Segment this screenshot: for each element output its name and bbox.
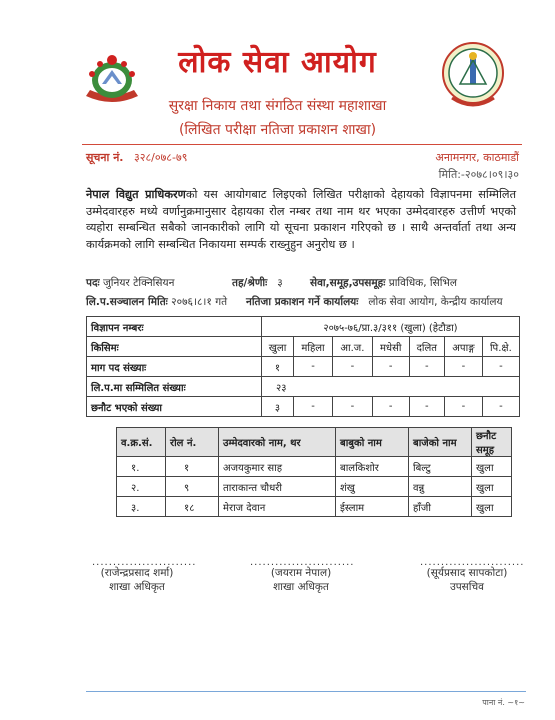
- category-cell: पि.क्षे.: [482, 337, 519, 357]
- selected-cell: -: [482, 397, 519, 417]
- signatory-role: उपसचिव: [449, 581, 485, 593]
- organization-name: नेपाल विद्युत प्राधिकरण: [86, 188, 186, 201]
- header-serial: व.क्र.सं.: [117, 428, 166, 457]
- grandfather-cell: हाँजी: [409, 497, 472, 517]
- table-row: [117, 477, 512, 497]
- service-label: सेवा,समूह,उपसमूहः: [310, 277, 386, 289]
- office-info: [246, 295, 503, 309]
- header-group: छनौट समूह: [472, 428, 512, 457]
- applicants-label: लि.प.मा सम्मिलित संख्याः: [87, 377, 262, 397]
- notice-number-label: सूचना नं.: [86, 151, 124, 164]
- roll-cell: ९: [166, 477, 219, 497]
- notice-paragraph: [86, 187, 516, 253]
- notice-number: [86, 150, 187, 165]
- service-info: [310, 276, 457, 290]
- section-name: (लिखित परीक्षा नतिजा प्रकाशन शाखा): [178, 122, 377, 138]
- demand-cell: १: [262, 357, 294, 377]
- level-info: [232, 276, 283, 290]
- demand-cell: -: [409, 357, 444, 377]
- demand-label: माग पद संख्याः: [87, 357, 262, 377]
- page-number: पाना नं. ~१~: [482, 698, 525, 707]
- applicants-value: २३: [262, 377, 520, 397]
- level-value: ३: [277, 277, 283, 289]
- service-value: प्राविधिक, सिभिल: [388, 277, 457, 289]
- selected-cell: -: [409, 397, 444, 417]
- serial-cell: ३.: [117, 497, 166, 517]
- table-header-row: [117, 428, 512, 457]
- level-label: तह/श्रेणीः: [232, 277, 268, 289]
- table-row: [117, 497, 512, 517]
- group-cell: खुला: [472, 497, 512, 517]
- header-father: बाबुको नाम: [336, 428, 409, 457]
- candidate-cell: ताराकान्त चौधरी: [219, 477, 336, 497]
- category-cell: आ.ज.: [332, 337, 372, 357]
- serial-cell: २.: [117, 477, 166, 497]
- header-grandfather: बाजेको नाम: [409, 428, 472, 457]
- signatory-role: शाखा अधिकृत: [109, 581, 165, 593]
- category-cell: महिला: [294, 337, 333, 357]
- grandfather-cell: वन्नु: [409, 477, 472, 497]
- exam-date-value: २०७६।८।१ गते: [171, 296, 228, 308]
- roll-cell: १: [166, 457, 219, 477]
- signature-line: .........................: [250, 557, 355, 568]
- serial-cell: १.: [117, 457, 166, 477]
- category-label: किसिमः: [87, 337, 262, 357]
- notice-date: मिति:-२०७८।०९।३०: [438, 168, 519, 181]
- category-cell: अपाङ्ग: [445, 337, 483, 357]
- demand-cell: -: [372, 357, 409, 377]
- signature-line: .........................: [420, 557, 525, 568]
- exam-date-label: लि.प.सञ्चालन मितिः: [86, 296, 168, 308]
- category-cell: मधेसी: [372, 337, 409, 357]
- table-row: [87, 397, 520, 417]
- group-cell: खुला: [472, 457, 512, 477]
- exam-date-info: [86, 295, 227, 309]
- header-divider: [82, 144, 522, 145]
- demand-cell: -: [332, 357, 372, 377]
- adv-label: विज्ञापन नम्बरः: [87, 317, 262, 337]
- signatory-name: (जयराम नेपाल): [270, 567, 332, 579]
- results-table: [116, 427, 512, 517]
- signatory-role: शाखा अधिकृत: [273, 581, 329, 593]
- page-title: लोक सेवा आयोग: [178, 45, 377, 80]
- demand-cell: -: [294, 357, 333, 377]
- demand-cell: -: [482, 357, 519, 377]
- notice-number-value: ३२८/०७८-७९: [134, 151, 188, 164]
- selected-cell: -: [294, 397, 333, 417]
- grandfather-cell: बिल्टु: [409, 457, 472, 477]
- footer-divider: [86, 691, 526, 692]
- father-cell: शंखु: [336, 477, 409, 497]
- selected-label: छनौट भएको संख्या: [87, 397, 262, 417]
- table-row: [117, 457, 512, 477]
- notice-place: अनामनगर, काठमाडौं: [435, 151, 519, 164]
- post-info: [86, 276, 174, 290]
- selected-cell: -: [372, 397, 409, 417]
- table-row: [87, 337, 520, 357]
- selected-cell: ३: [262, 397, 294, 417]
- header-roll: रोल नं.: [166, 428, 219, 457]
- signatory-name: (राजेन्द्रप्रसाद शर्मा): [100, 567, 174, 579]
- table-row: [87, 377, 520, 397]
- signatory-name: (सूर्यप्रसाद सापकोटा): [426, 567, 508, 579]
- signature-line: .........................: [92, 557, 197, 568]
- selected-cell: -: [332, 397, 372, 417]
- candidate-cell: अजयकुमार साह: [219, 457, 336, 477]
- post-value: जुनियर टेक्निसियन: [103, 277, 175, 289]
- advertisement-table: [86, 316, 520, 417]
- table-row: [87, 357, 520, 377]
- header-candidate: उम्मेदवारको नाम, थर: [219, 428, 336, 457]
- office-label: नतिजा प्रकाशन गर्ने कार्यालयः: [246, 296, 359, 308]
- category-cell: खुला: [262, 337, 294, 357]
- selected-cell: -: [445, 397, 483, 417]
- table-row: [87, 317, 520, 337]
- post-label: पदः: [86, 277, 100, 289]
- roll-cell: १८: [166, 497, 219, 517]
- demand-cell: -: [445, 357, 483, 377]
- father-cell: ईस्लाम: [336, 497, 409, 517]
- father-cell: बालकिशोर: [336, 457, 409, 477]
- office-value: लोक सेवा आयोग, केन्द्रीय कार्यालय: [368, 296, 503, 308]
- adv-value: २०७५-७६/प्रा.३/३११ (खुला) (हेटौडा): [262, 317, 520, 337]
- category-cell: दलित: [409, 337, 444, 357]
- candidate-cell: मेराज देवान: [219, 497, 336, 517]
- group-cell: खुला: [472, 477, 512, 497]
- division-name: सुरक्षा निकाय तथा संगठित संस्था महाशाखा: [168, 98, 387, 114]
- notice-body: को यस आयोगबाट लिइएको लिखित परीक्षाको देहायको विज्ञापनमा सम्मिलित उम्मेदवारहरु मध्ये वर्णानुक्रमानुसार देहायका रोल नम्बर तथा नाम थर भएका उम्मेदवारहरु उत्तीर्ण भएको व्यहोरा सम्बन्धित सबैको जानकारीको लागि यो सूचना प्रकाशन गरिएको छ । साथै अन्तर्वार्ता तथा अन्य कार्यक्रमको लागि सम्बन्धित निकायमा सम्पर्क राख्नुहुन अनुरोध छ ।: [86, 188, 517, 251]
